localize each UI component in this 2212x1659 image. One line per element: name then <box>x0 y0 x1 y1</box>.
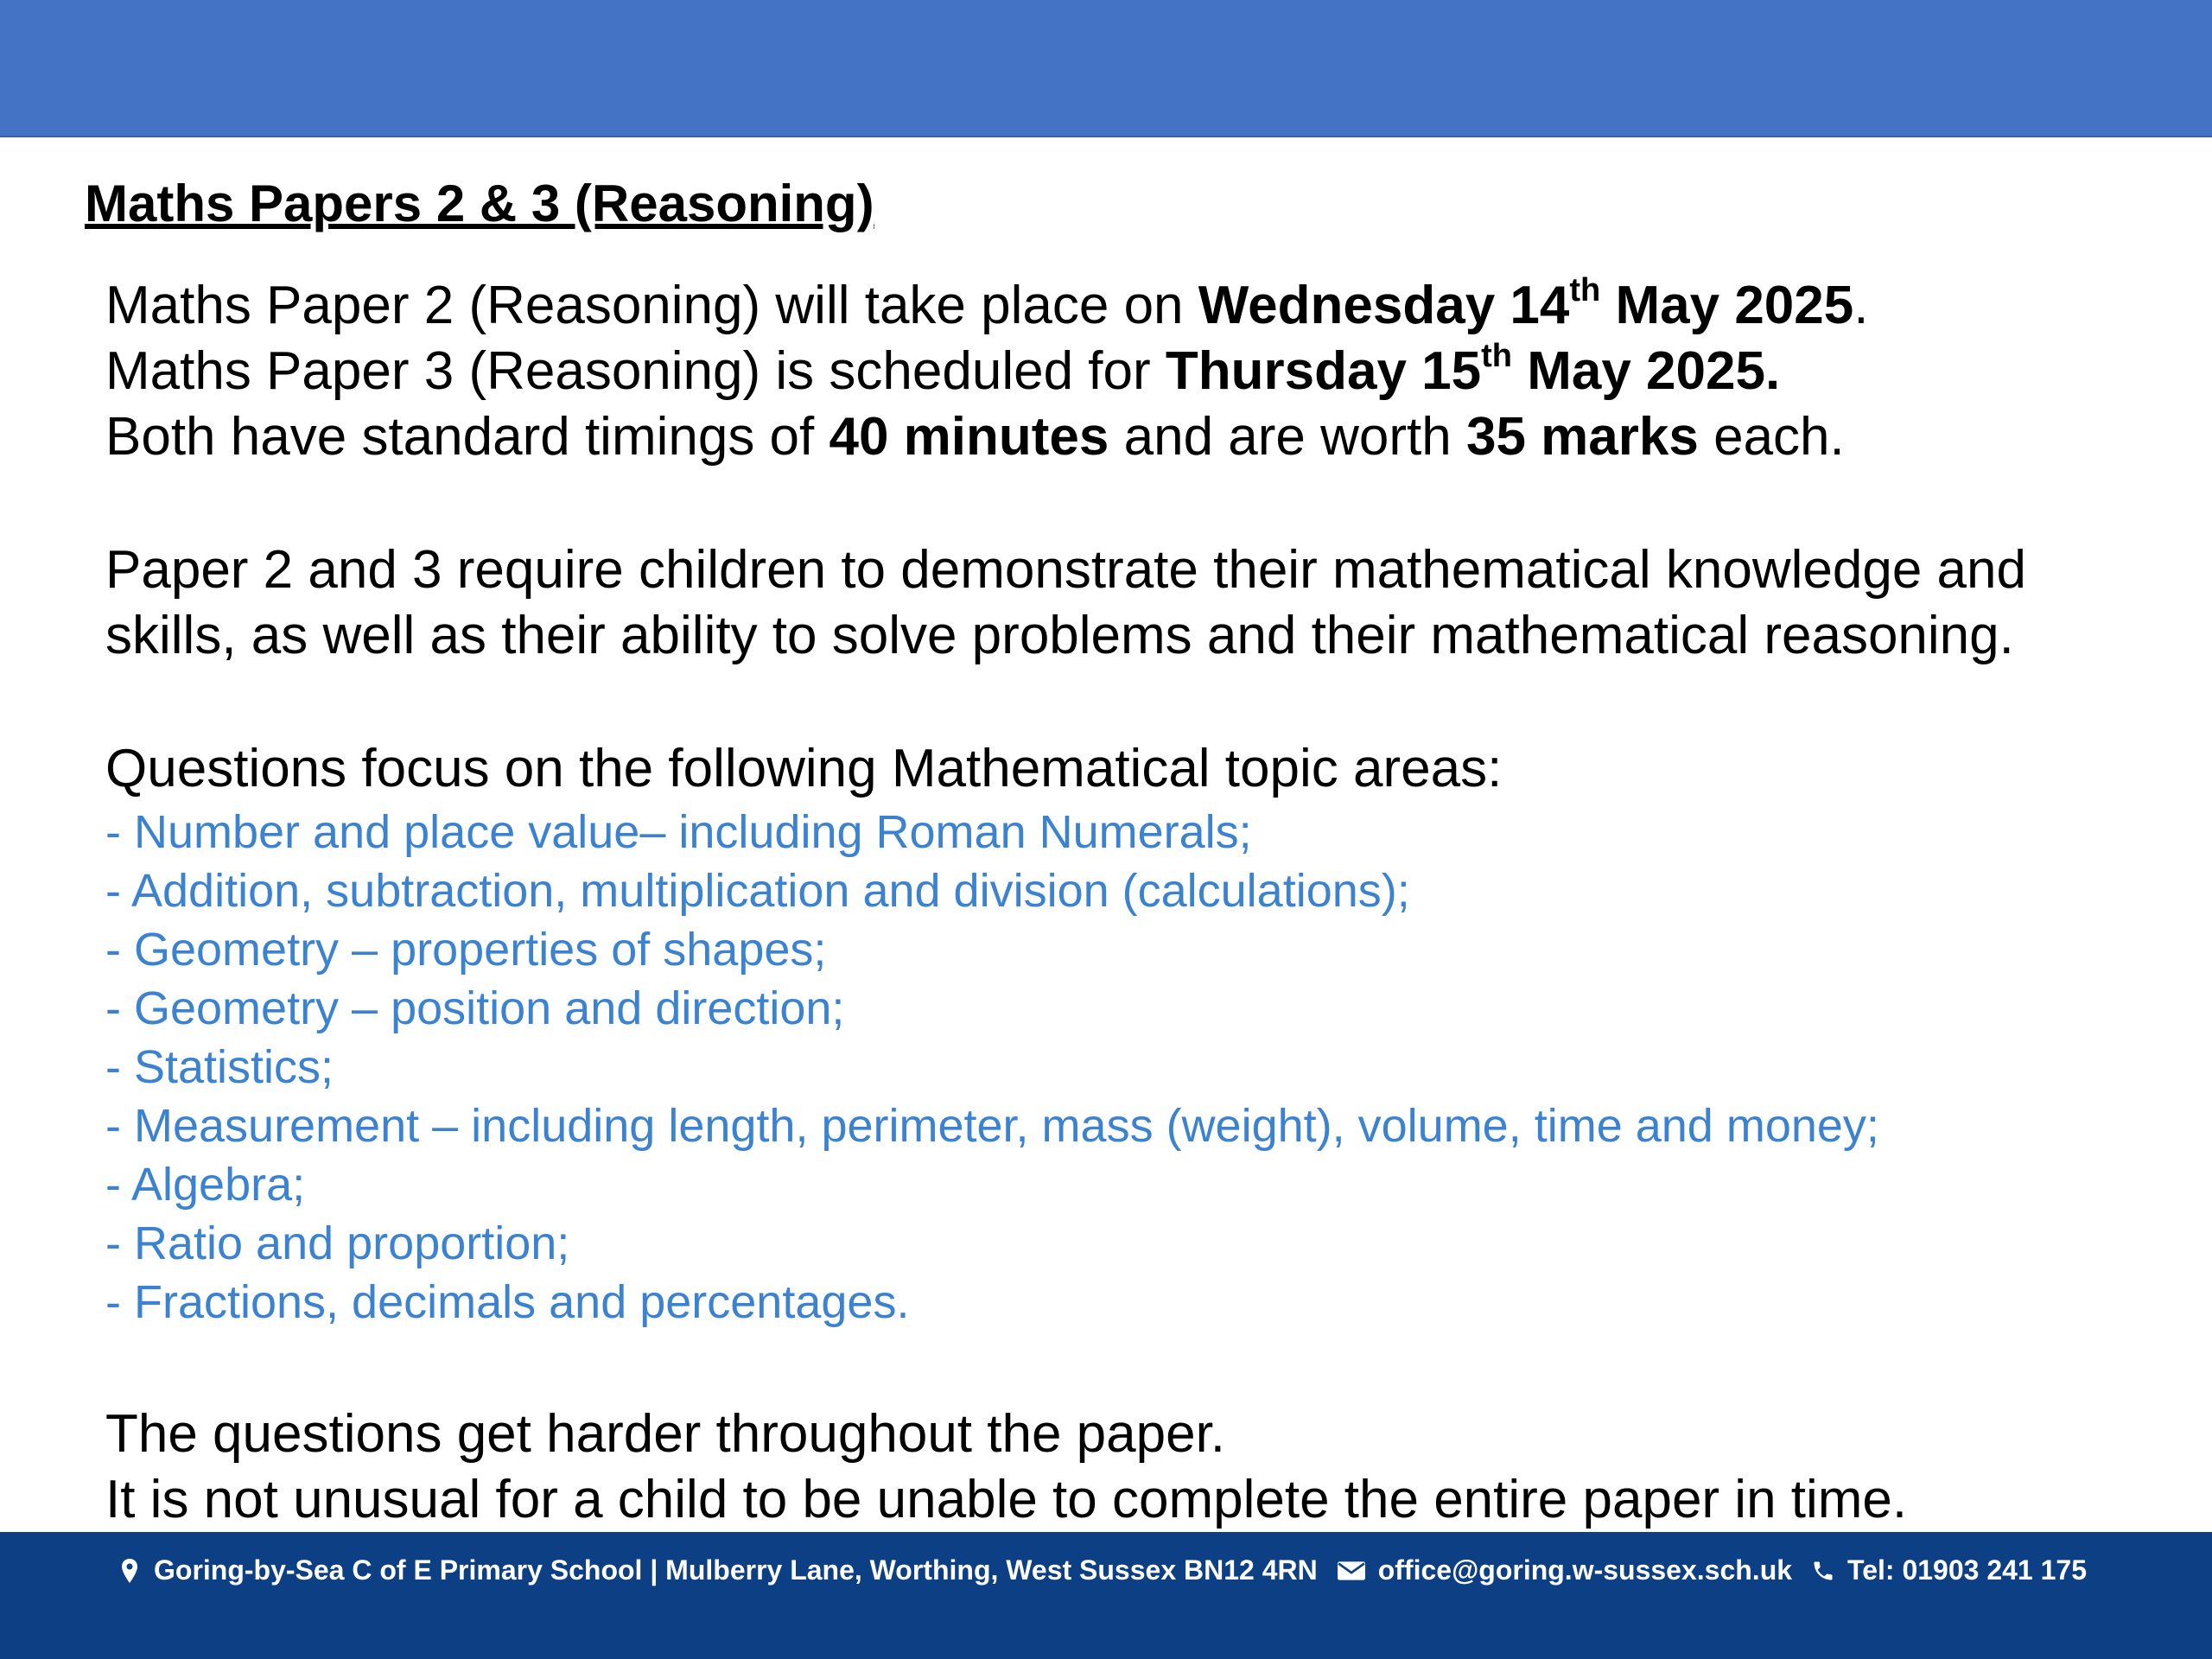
timings-text: Both have standard timings of <box>105 407 830 467</box>
paper2-month: May 2025 <box>1600 276 1854 335</box>
paper3-day-suffix: th <box>1481 338 1512 374</box>
intro-line-1: Paper 2 and 3 require children to demonstrate their mathematical knowledge and <box>105 540 2026 600</box>
envelope-icon <box>1337 1560 1366 1582</box>
map-pin-icon <box>118 1557 142 1585</box>
paper2-day-suffix: th <box>1569 272 1601 308</box>
paper2-day: Wednesday 14 <box>1198 276 1570 335</box>
closing-line-2: It is not unusual for a child to be unable to complete the entire paper in time. <box>105 1470 1908 1529</box>
timings-marks: 35 marks <box>1465 407 1699 467</box>
footer-phone[interactable]: Tel: 01903 241 175 <box>1847 1554 2087 1586</box>
page-title: Maths Papers 2 & 3 (Reasoning) <box>85 175 874 232</box>
paper2-date-line <box>105 273 1869 339</box>
timings-text-2: and are worth <box>1109 407 1466 467</box>
topic-item: - Addition, subtraction, multiplication and division (calculations); <box>105 865 1410 917</box>
paper3-date-line <box>105 339 1780 404</box>
timings-text-3: each. <box>1698 407 1845 467</box>
paper2-end: . <box>1853 276 1869 335</box>
topic-item: - Geometry – properties of shapes; <box>105 924 827 976</box>
paper3-text: Maths Paper 3 (Reasoning) is scheduled for <box>105 341 1166 401</box>
footer-phone-item[interactable] <box>1811 1554 2087 1586</box>
topic-item: - Fractions, decimals and percentages. <box>105 1276 910 1328</box>
paper2-text: Maths Paper 2 (Reasoning) will take place on <box>105 276 1198 335</box>
timings-line <box>105 404 1845 470</box>
footer-address: Goring-by-Sea C of E Primary School | Mulberry Lane, Worthing, West Sussex BN12 4RN <box>154 1554 1318 1586</box>
footer-email[interactable]: office@goring.w-sussex.sch.uk <box>1377 1554 1793 1586</box>
closing-line-1: The questions get harder throughout the paper. <box>105 1404 1226 1464</box>
topic-item: - Algebra; <box>105 1159 306 1211</box>
header-bar <box>0 0 2212 137</box>
paper3-month: May 2025. <box>1512 341 1781 401</box>
intro-line-2: skills, as well as their ability to solve problems and their mathematical reasoning. <box>105 606 2014 665</box>
topic-item: - Statistics; <box>105 1041 334 1093</box>
footer-contact <box>118 1554 2087 1586</box>
footer-email-item[interactable] <box>1337 1554 1792 1586</box>
topic-item: - Measurement – including length, perimeter, mass (weight), volume, time and money; <box>105 1100 1879 1152</box>
phone-icon <box>1811 1559 1835 1583</box>
paper3-day: Thursday 15 <box>1165 341 1482 401</box>
footer-address-item <box>118 1554 1318 1586</box>
topic-item: - Number and place value– including Roman Numerals; <box>105 806 1252 858</box>
topic-item: - Ratio and proportion; <box>105 1217 570 1269</box>
footer-bar <box>0 1532 2212 1659</box>
topic-item: - Geometry – position and direction; <box>105 982 845 1034</box>
timings-minutes: 40 minutes <box>829 407 1109 467</box>
topics-heading: Questions focus on the following Mathematical topic areas: <box>105 739 1503 798</box>
